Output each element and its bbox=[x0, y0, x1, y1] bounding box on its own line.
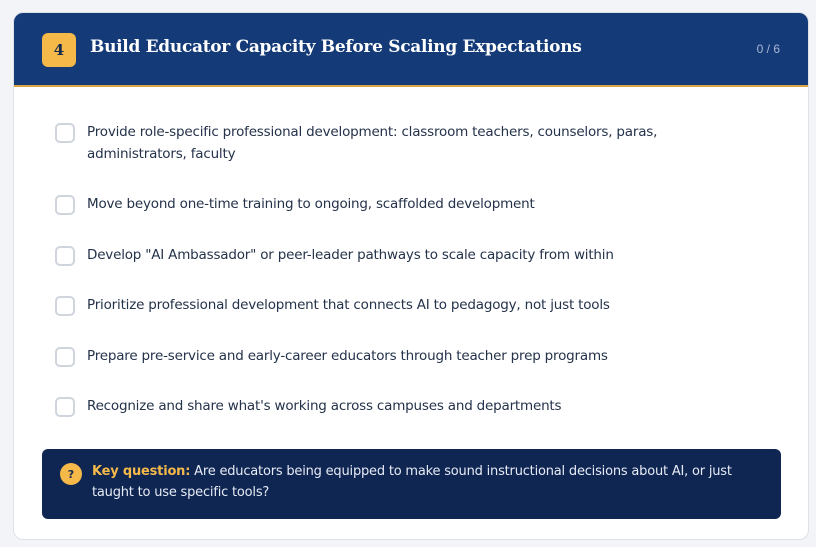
checkbox[interactable] bbox=[55, 246, 75, 266]
checklist-item-label: Prioritize professional development that connects AI to pedagogy, not just tools bbox=[87, 297, 610, 313]
checklist-item-label: Prepare pre-service and early-career educators through teacher prep programs bbox=[87, 348, 608, 364]
progress-counter: 0 / 6 bbox=[756, 42, 780, 56]
key-question-label: Key question: bbox=[92, 464, 191, 479]
checklist-item[interactable] bbox=[55, 193, 748, 215]
checklist-item-label: Develop "AI Ambassador" or peer-leader pathways to scale capacity from within bbox=[87, 247, 614, 263]
checklist-item[interactable] bbox=[55, 345, 748, 367]
checklist-item[interactable] bbox=[55, 121, 748, 165]
checklist-item[interactable] bbox=[55, 244, 748, 266]
checkbox[interactable] bbox=[55, 397, 75, 417]
key-question-text bbox=[92, 461, 767, 503]
question-icon: ? bbox=[60, 463, 82, 485]
checklist-item[interactable] bbox=[55, 294, 748, 316]
checklist-item-label: Move beyond one-time training to ongoing, scaffolded development bbox=[87, 196, 535, 212]
checkbox[interactable] bbox=[55, 195, 75, 215]
checklist-item-label: Provide role-specific professional development: classroom teachers, counselors, paras, administrators, faculty bbox=[87, 124, 658, 162]
key-question-body: Are educators being equipped to make sound instructional decisions about AI, or just taught to use specific tools? bbox=[92, 464, 732, 500]
checklist-item-label: Recognize and share what's working across campuses and departments bbox=[87, 398, 562, 414]
checkbox[interactable] bbox=[55, 123, 75, 143]
key-question-callout bbox=[42, 449, 781, 519]
step-number-badge: 4 bbox=[42, 33, 76, 67]
checkbox[interactable] bbox=[55, 296, 75, 316]
checkbox[interactable] bbox=[55, 347, 75, 367]
checklist-item[interactable] bbox=[55, 395, 748, 417]
section-header bbox=[14, 13, 808, 87]
section-title: Build Educator Capacity Before Scaling Expectations bbox=[90, 37, 582, 57]
checklist-card bbox=[13, 12, 809, 540]
